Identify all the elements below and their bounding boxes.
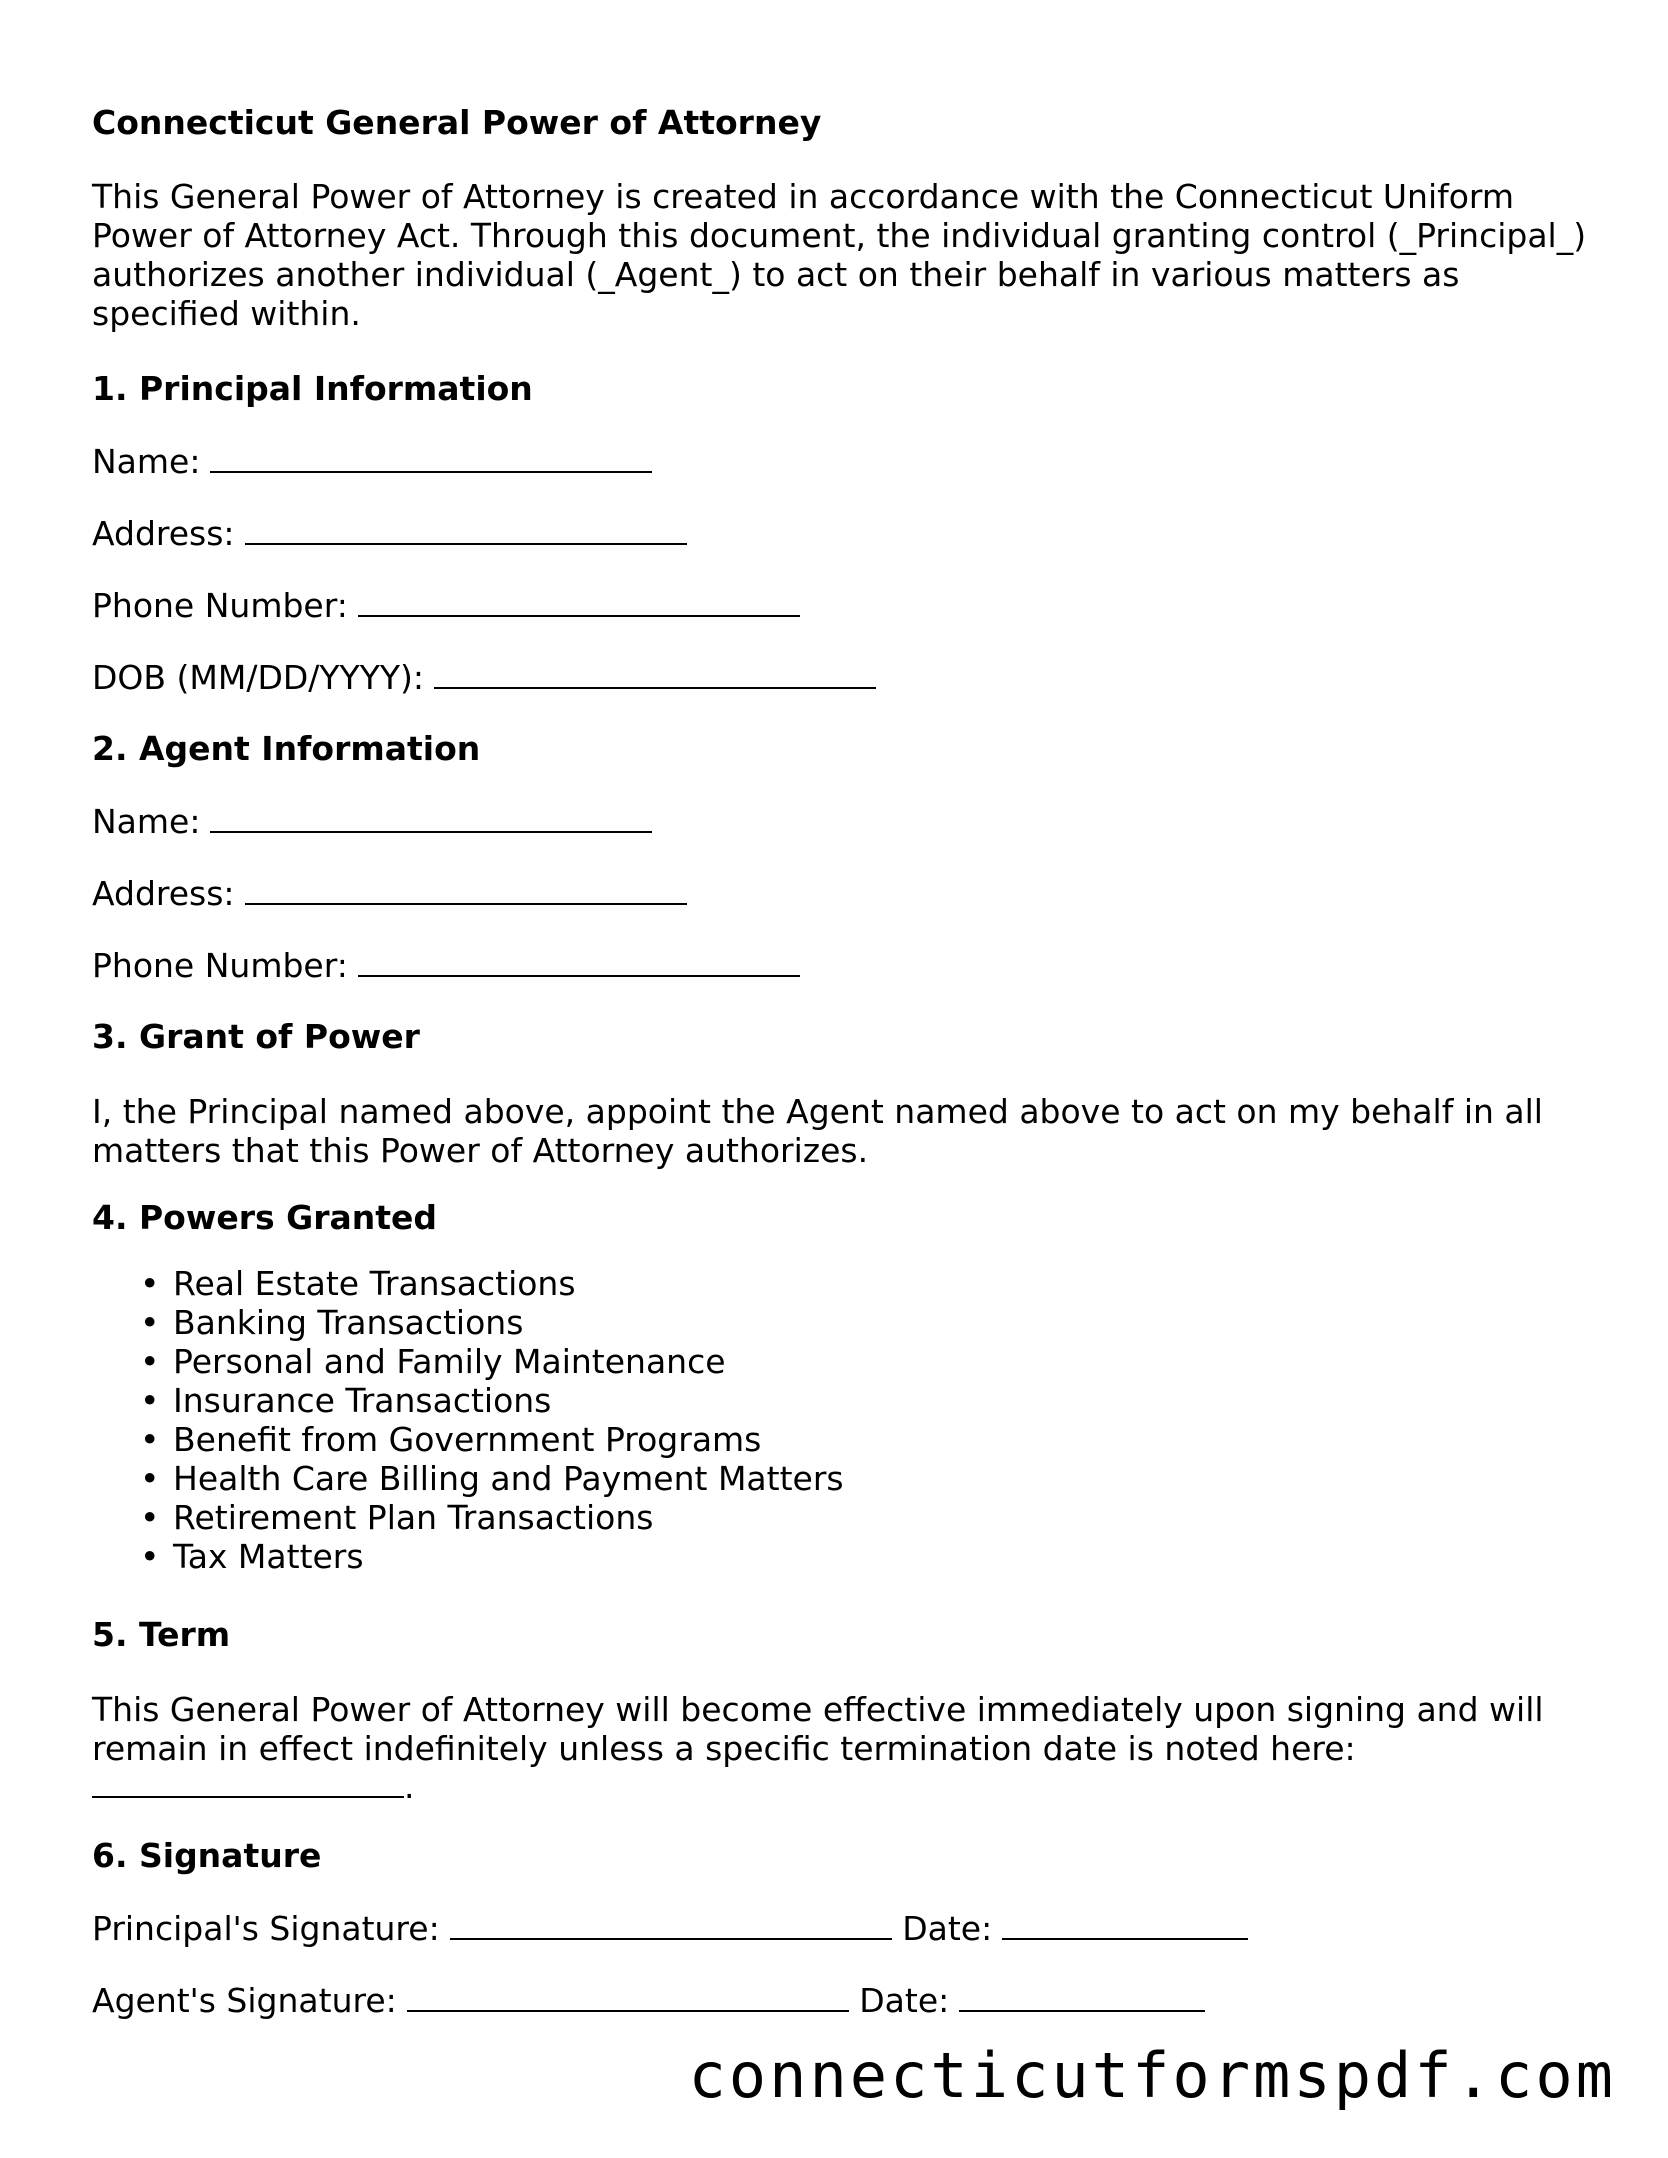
- list-item: • Banking Transactions: [140, 1303, 524, 1342]
- principal-date-field[interactable]: [1002, 1908, 1248, 1940]
- list-item: • Personal and Family Maintenance: [140, 1342, 726, 1381]
- agent-phone-label: Phone Number:: [92, 946, 348, 985]
- principal-name-row: [92, 441, 652, 482]
- principal-signature-label: Principal's Signature:: [92, 1909, 440, 1948]
- grant-heading: 3. Grant of Power: [92, 1017, 420, 1056]
- intro-paragraph: This General Power of Attorney is created in accordance with the Connecticut Uniform Power of Attorney Act. Through this document, the individual granting control (_Principal_) authorizes another individual (_Agent_) to act on their behalf in various matters as specified within.: [92, 177, 1587, 333]
- principal-address-label: Address:: [92, 514, 235, 553]
- signature-heading: 6. Signature: [92, 1836, 322, 1875]
- agent-signature-row: [92, 1980, 1205, 2021]
- term-end-punct: .: [404, 1767, 415, 1806]
- bullet-icon: •: [140, 1498, 160, 1537]
- powers-heading: 4. Powers Granted: [92, 1198, 438, 1237]
- principal-name-label: Name:: [92, 442, 201, 481]
- principal-address-field[interactable]: [245, 513, 687, 545]
- bullet-icon: •: [140, 1264, 160, 1303]
- principal-signature-field[interactable]: [450, 1908, 892, 1940]
- agent-phone-row: [92, 945, 800, 986]
- agent-name-row: [92, 801, 652, 842]
- bullet-icon: •: [140, 1420, 160, 1459]
- list-item: • Health Care Billing and Payment Matters: [140, 1459, 844, 1498]
- term-heading: 5. Term: [92, 1615, 231, 1654]
- term-paragraph: This General Power of Attorney will become effective immediately upon signing and will remain in effect indefinitely unless a specific termination date is noted here:: [92, 1690, 1544, 1768]
- principal-phone-field[interactable]: [358, 585, 800, 617]
- agent-heading: 2. Agent Information: [92, 729, 481, 768]
- agent-date-label: Date:: [859, 1981, 950, 2020]
- bullet-icon: •: [140, 1342, 160, 1381]
- term-date-row: [92, 1766, 415, 1807]
- powers-list: [92, 1264, 844, 1576]
- principal-signature-row: [92, 1908, 1248, 1949]
- principal-name-field[interactable]: [210, 441, 652, 473]
- agent-date-field[interactable]: [959, 1980, 1205, 2012]
- termination-date-field[interactable]: [92, 1766, 404, 1798]
- principal-dob-field[interactable]: [434, 657, 876, 689]
- agent-signature-label: Agent's Signature:: [92, 1981, 397, 2020]
- bullet-icon: •: [140, 1459, 160, 1498]
- list-item: • Tax Matters: [140, 1537, 364, 1576]
- agent-name-field[interactable]: [210, 801, 652, 833]
- bullet-icon: •: [140, 1381, 160, 1420]
- list-item: • Retirement Plan Transactions: [140, 1498, 654, 1537]
- agent-address-label: Address:: [92, 874, 235, 913]
- agent-phone-field[interactable]: [358, 945, 800, 977]
- bullet-icon: •: [140, 1303, 160, 1342]
- list-item: • Benefit from Government Programs: [140, 1420, 762, 1459]
- grant-paragraph: I, the Principal named above, appoint the Agent named above to act on my behalf in all matters that this Power of Attorney authorizes.: [92, 1092, 1543, 1170]
- principal-phone-row: [92, 585, 800, 626]
- agent-address-row: [92, 873, 687, 914]
- list-item: • Real Estate Transactions: [140, 1264, 576, 1303]
- bullet-icon: •: [140, 1537, 160, 1576]
- list-item: • Insurance Transactions: [140, 1381, 552, 1420]
- agent-signature-field[interactable]: [407, 1980, 849, 2012]
- principal-heading: 1. Principal Information: [92, 369, 533, 408]
- principal-dob-row: [92, 657, 876, 698]
- watermark: connecticutformspdf.com: [688, 2039, 1616, 2112]
- principal-date-label: Date:: [902, 1909, 993, 1948]
- agent-name-label: Name:: [92, 802, 201, 841]
- principal-dob-label: DOB (MM/DD/YYYY):: [92, 658, 425, 697]
- principal-address-row: [92, 513, 687, 554]
- principal-phone-label: Phone Number:: [92, 586, 348, 625]
- agent-address-field[interactable]: [245, 873, 687, 905]
- document-title: Connecticut General Power of Attorney: [92, 103, 822, 142]
